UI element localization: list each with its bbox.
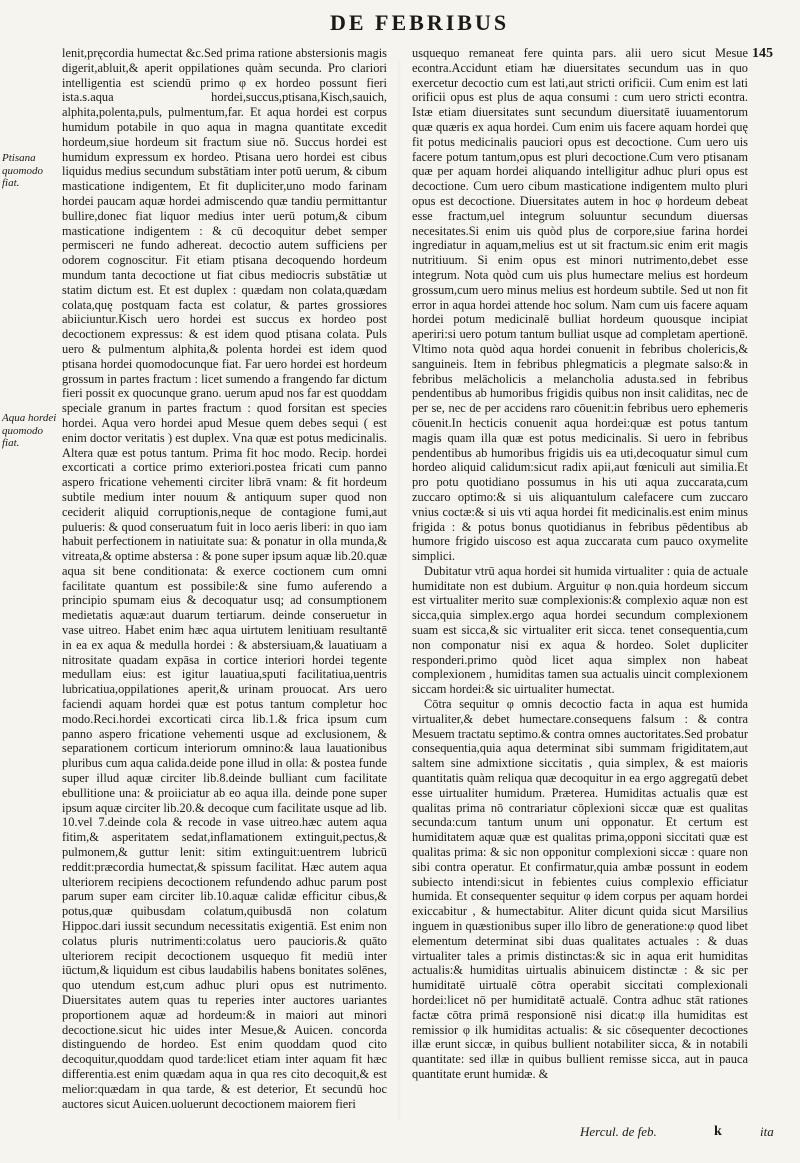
margin-note-ptisana: Ptisana quomodo fiat. <box>2 152 43 189</box>
left-paragraph: lenit,pręcordia humectat &c.Sed prima ratione abstersionis magis digerit,abluit,& aperit oppilationes quàm secunda. Pro clariori intelligentia est sciendū primo φ ex hordeo possunt fieri ista.s.aqua hordei,succus,ptisana,Kisch,sauich, alphita,polenta,puls, pulmentum,far. Et aqua hordei est corpus humidum potabile in quo aqua in magna quantitate excedit hordeum,siue hordeum sit fractum siue nō. Succus hordei est humidum expressum ex hordeo. Ptisana uero hordei est cibus liquidus medius secundum substātiam inter potū uerum, & cibum masticatione indigentem, Et fit dupliciter,uno modo farinam hordei paucam aquæ hordei admiscendo quæ tandiu permittantur bullire,donec fiat liquor medius inter uerū potum,& cibum masticatione indigentem : & cū decoquitur debet semper permisceri ne fundo adhereat. decoctio autem sufficiens per odorem cognoscitur. Fit etiam ptisana decoquendo hordeum mundum tanta decoctione ut fiat cibus mediocris substātiæ ut statim dictum est. Et est duplex : quædam non colata,quædam colata,quę postquam facta est colatur, & partes grossiores abiiciuntur.Kisch uero hordei est succus ex hordeo post decoctionem expressus: & est idem quod ptisana colata. Puls uero & pulmentum alphita,& polenta hordei est idem quod ptisana hordei quomodocunque fiat. Far uero hordei est hordeum grossum in partes fractum : licet sumendo a frangendo far dictum fieri possit ex quocunque grano. uerum apud nos far est quoddam speciale granum in partes fractum : quod forsitan est species hordei. Aqua vero hordei apud Mesue quem debes sequi ( est enim doctor veritatis ) est duplex. Vna quæ est potus medicinalis. Altera quæ est potus tantum. Prima fit hoc modo. Recip. hordei excorticati a cortice primo exteriori.postea fricati cum panno aspero fricatione vehementi circiter librā vnam: & fit hordeum subtile medium inter nouum & antiquum super quod non ceciderit aliquid corruptionis,neque de contagione fumi,aut pulueris: & quod conseruatum fuit in loco aeris liberi: in quo iam habuit perfectionem in natiuitate sua: & ponatur in olla munda,& vitreata,& optime abstersa : & pone super ipsum aquæ lib.20.quæ aqua sit bene conditionata: & exerce coctionem cum omni facilitate quantum est possibile:& sine fumo auferendo a principio spumam eius & decoquatur usq; ad consumptionem medietatis aquæ:aut duarum tertiarum. deinde conseruetur in vase uitreo. Habet enim hæc aqua uirtutem lenitiuam resultantē in ea ex aqua & medulla hordei : & abstersiuam,& lauatiuam a nitrositate quadam expāsa in cortice interiori hordei tegente medullam eius: est igitur lauatiua,sputi facilitatiua,uentris lubricatiua,oppilationes aperit,& urinam prouocat. Ars uero faciendi aquam hordei quæ est potus tantum completur hoc modo.Reci.hordei excorticati circa lib.1.& frica ipsum cum panno aspero fricatione vehementi usque ad exclusionem, & separationem corticum interiorum omnino:& laua lauationibus pluribus cum aqua calida.deide pone illud in olla: & postea funde super illud aquæ circiter lib.8.deinde bulliant cum facilitate ebullitione una: & proiiciatur ab eo aqua illa. deinde pone super ipsum aquæ circiter lib.20.& decoque cum facilitate usque ad lib. 10.vel 7.deinde cola & recode in vase uitreo.hæc autem aqua fitim,& asperitatem sedat,inflamationem extinguit,pectus,& pulmonem,& guttur lenit: sitim extinguit:uentrem lubricū reddit:præcordia humectat,& spissum facilitat. Hæc autem aqua ulteriorem recipiens decoctionem refundendo adhuc parum post parum super eam circiter lib.10.aquæ calidæ efficitur cibus,& potus,quæ quibusdam colatum,quibusdā non colatum Hippoc.dari iussit secundum necessitatis exigentiā. Est enim non colatus pluris nutrimenti:colatus uero paucioris.& quāto ulteriorem recipit decoctionem usquequo fit mediū inter iūctum,& liquidum est cibus laudabilis habens bonitates solēnes, quo utendum est,cum adhuc pluri opus est nutrimento. Diuersitates autem quas tu reperies inter auctores uariantes proportionem aquæ ad hordeum:& in maiori aut minori decoctione.sicut hic uides inter Mesue,& Auicen. concorda distinguendo de hordeo. Est enim quoddam quod cito decoquitur,quoddam quod tarde:licet etiam inter aquam fit hæc differentia.est enim quædam aqua in qua res cito decoquit,& est melior:quædam in qua tarde, & est deterior, Et secundū hoc auctores sicut Auicen.uoluerunt decoctionem maiorem fieri <box>62 46 387 1111</box>
right-paragraph-2: Dubitatur vtrū aqua hordei sit humida virtualiter : quia de actuale humiditate non est dubium. Arguitur φ non.quia hordeum siccum est virtualiter merito suæ complexionis:& complexio aquæ non est sicca,quia simplex.ergo aqua hordei secundum complexionem suam est sicca,& sic virtualiter erit sicca. tenet consequentia,cum non componatur nisi ex aqua & hordeo. Solet dupliciter responderi.primo quòd licet aqua simplex non habeat complexionem , humiditas tamen sua actualis uincit complexionem siccam hordei:& sic uirtualiter humectat. <box>412 563 748 697</box>
gutter-shadow <box>398 60 402 1120</box>
left-column <box>62 46 387 1111</box>
signature-mark: k <box>714 1124 722 1139</box>
running-title: DE FEBRIBUS <box>330 10 510 35</box>
margin-note-aqua-hordei: Aqua hordei quomodo fiat. <box>2 412 57 449</box>
page-number: 145 <box>752 46 773 61</box>
right-column <box>412 46 748 1082</box>
right-paragraph-3: Cōtra sequitur φ omnis decoctio facta in aqua est humida virtualiter,& debet humectare.consequens falsum : & contra Mesuem tractatu septimo.& contra omnes auctoritates.Sed probatur consequentia,quia aqua determinat sibi summam frigiditatem,aut saltem sine admixtione siccitatis , quia simplex, & est maioris quantitatis quàm reliqua quæ decoquitur in ea ergo aggregatū debet esse uirtualiter humidum. Præterea. Humiditas actualis quæ est qualitas prima nō contrariatur cōplexioni siccæ quæ est qualitas secunda:cum tantum unum uni opponatur. Et certum est humiditatem aquæ quæ est qualitas prima,opponi siccitati quæ est qualitas prima: & sic non opponitur complexioni siccæ : quare non sibi contra operatur. Et confirmatur,quia ambæ possunt in eodem subiecto intendi:sicut in febientes cuius complexio efficiatur humida. Et consequenter sequitur φ idem corpus per aquam hordei exiccabitur , & humectabitur. Aliter dicunt quida sicut Marsilius inguem in quæstionibus super illo libro de generatione:φ quod libet elementum determinat sibi duas qualitates actuales : & duas virtualiter tales a primis distinctas:& sic in aqua erit humiditas actualis:& humiditas uirtualis abinuicem distinctæ : & sic per humiditatē uirtualē cōtra operabit siccitati complexionali hordei:licet nō per humiditatē actualē. Contra adhuc stāt rationes factæ cōtra primā responsionē nisi dicat:φ illa humiditas est remissior φ ilk humiditas actualis: & sic cōsequenter decoctiones illæ erunt siccæ, in quibus bullient notabiliter sicca, & in notabili quantitate: sed illæ in quibus bullient remisse sicca, aut in pauca quantitate erunt humidæ. & <box>412 697 748 1081</box>
right-paragraph-1: usquequo remaneat fere quinta pars. alii uero sicut Mesue econtra.Accidunt etiam hæ diuersitates secundum uas in quo exercetur decoctio cum est lati,aut stricti orificii. Cum enim est lati orificii opus est plus de aqua consumi : cum uero stricti econtra. Istæ etiam diuersitates sunt secundum diuersitatē iuuamentorum quæ quæris ex aqua hordei. Cum enim uis facere aquam hordei quę fit potus medicinalis pauciori opus est decoctione. Cum uero uis facere potum tantum,opus est pluri decoctione.Cum vero ptisanam quæ per aquam hordei aliquando intelligitur adhuc pluri opus est decoctione. Cum uero cibum masticatione indigentem multo pluri opus est decoctione. Diuersitates autem in hoc φ hordeum debeat esse fractum,uel integrum soluuntur secundum diuersas necesitates.Si enim uis quòd plus de corpore,siue farina hordei ingrediatur in aquam,melius est ut sit fractum.sic enim erit magis nutritiuum. Si enim opus est minori nutrimento,debet esse integrum. Nota quòd cum uis plus humectare melius est hordeum grossum,cum uero minus melius est hordeum subtile. Sed ut non fit error in aqua hordei attende hoc solum. Nam cum uis facere aquam hordei potum medicinalē bulliat hordeum quousque incipiat aperiri:si uero potum tantum bulliat usque ad completam apertionē. Vltimo nota quòd aqua hordei conuenit in febribus cholericis,& sanguineis. Item in febribus phlegmaticis a plegmate salso:& in febribus melācholicis a melancholia adusta.sed in febribus pendentibus ab humoribus frigidis quibus non insit caliditas, nec de per se, nec de per accidens raro cōuenit:in febribus uero ephemeris cōuenit.In hecticis conuenit aqua hordei:quæ est potus tantum magis quam illa quæ est potus medicinalis. Si uero in febribus pendentibus ab humoribus frigidis uis ea uti,decoquatur simul cum hordeo aliquid calidum:sicut radix apii,aut fœniculi aut similia.Et pro potu quotidiano possumus in his uti aqua zuccarata,cum zuccaro optimo:& si uis aliquantulum calefacere cum zuccaro vnius coctæ:& si uis vti aqua hordei fit medicinalis.est enim minus frigida : & potus bonus quotidianus in febribus pēdentibus ab humore frigido uiscoso est aqua zuccarata cum pauco oxymelite simplici. <box>412 46 748 564</box>
running-head <box>0 6 800 61</box>
catchword: ita <box>760 1124 774 1139</box>
footer-title: Hercul. de feb. <box>580 1124 657 1139</box>
